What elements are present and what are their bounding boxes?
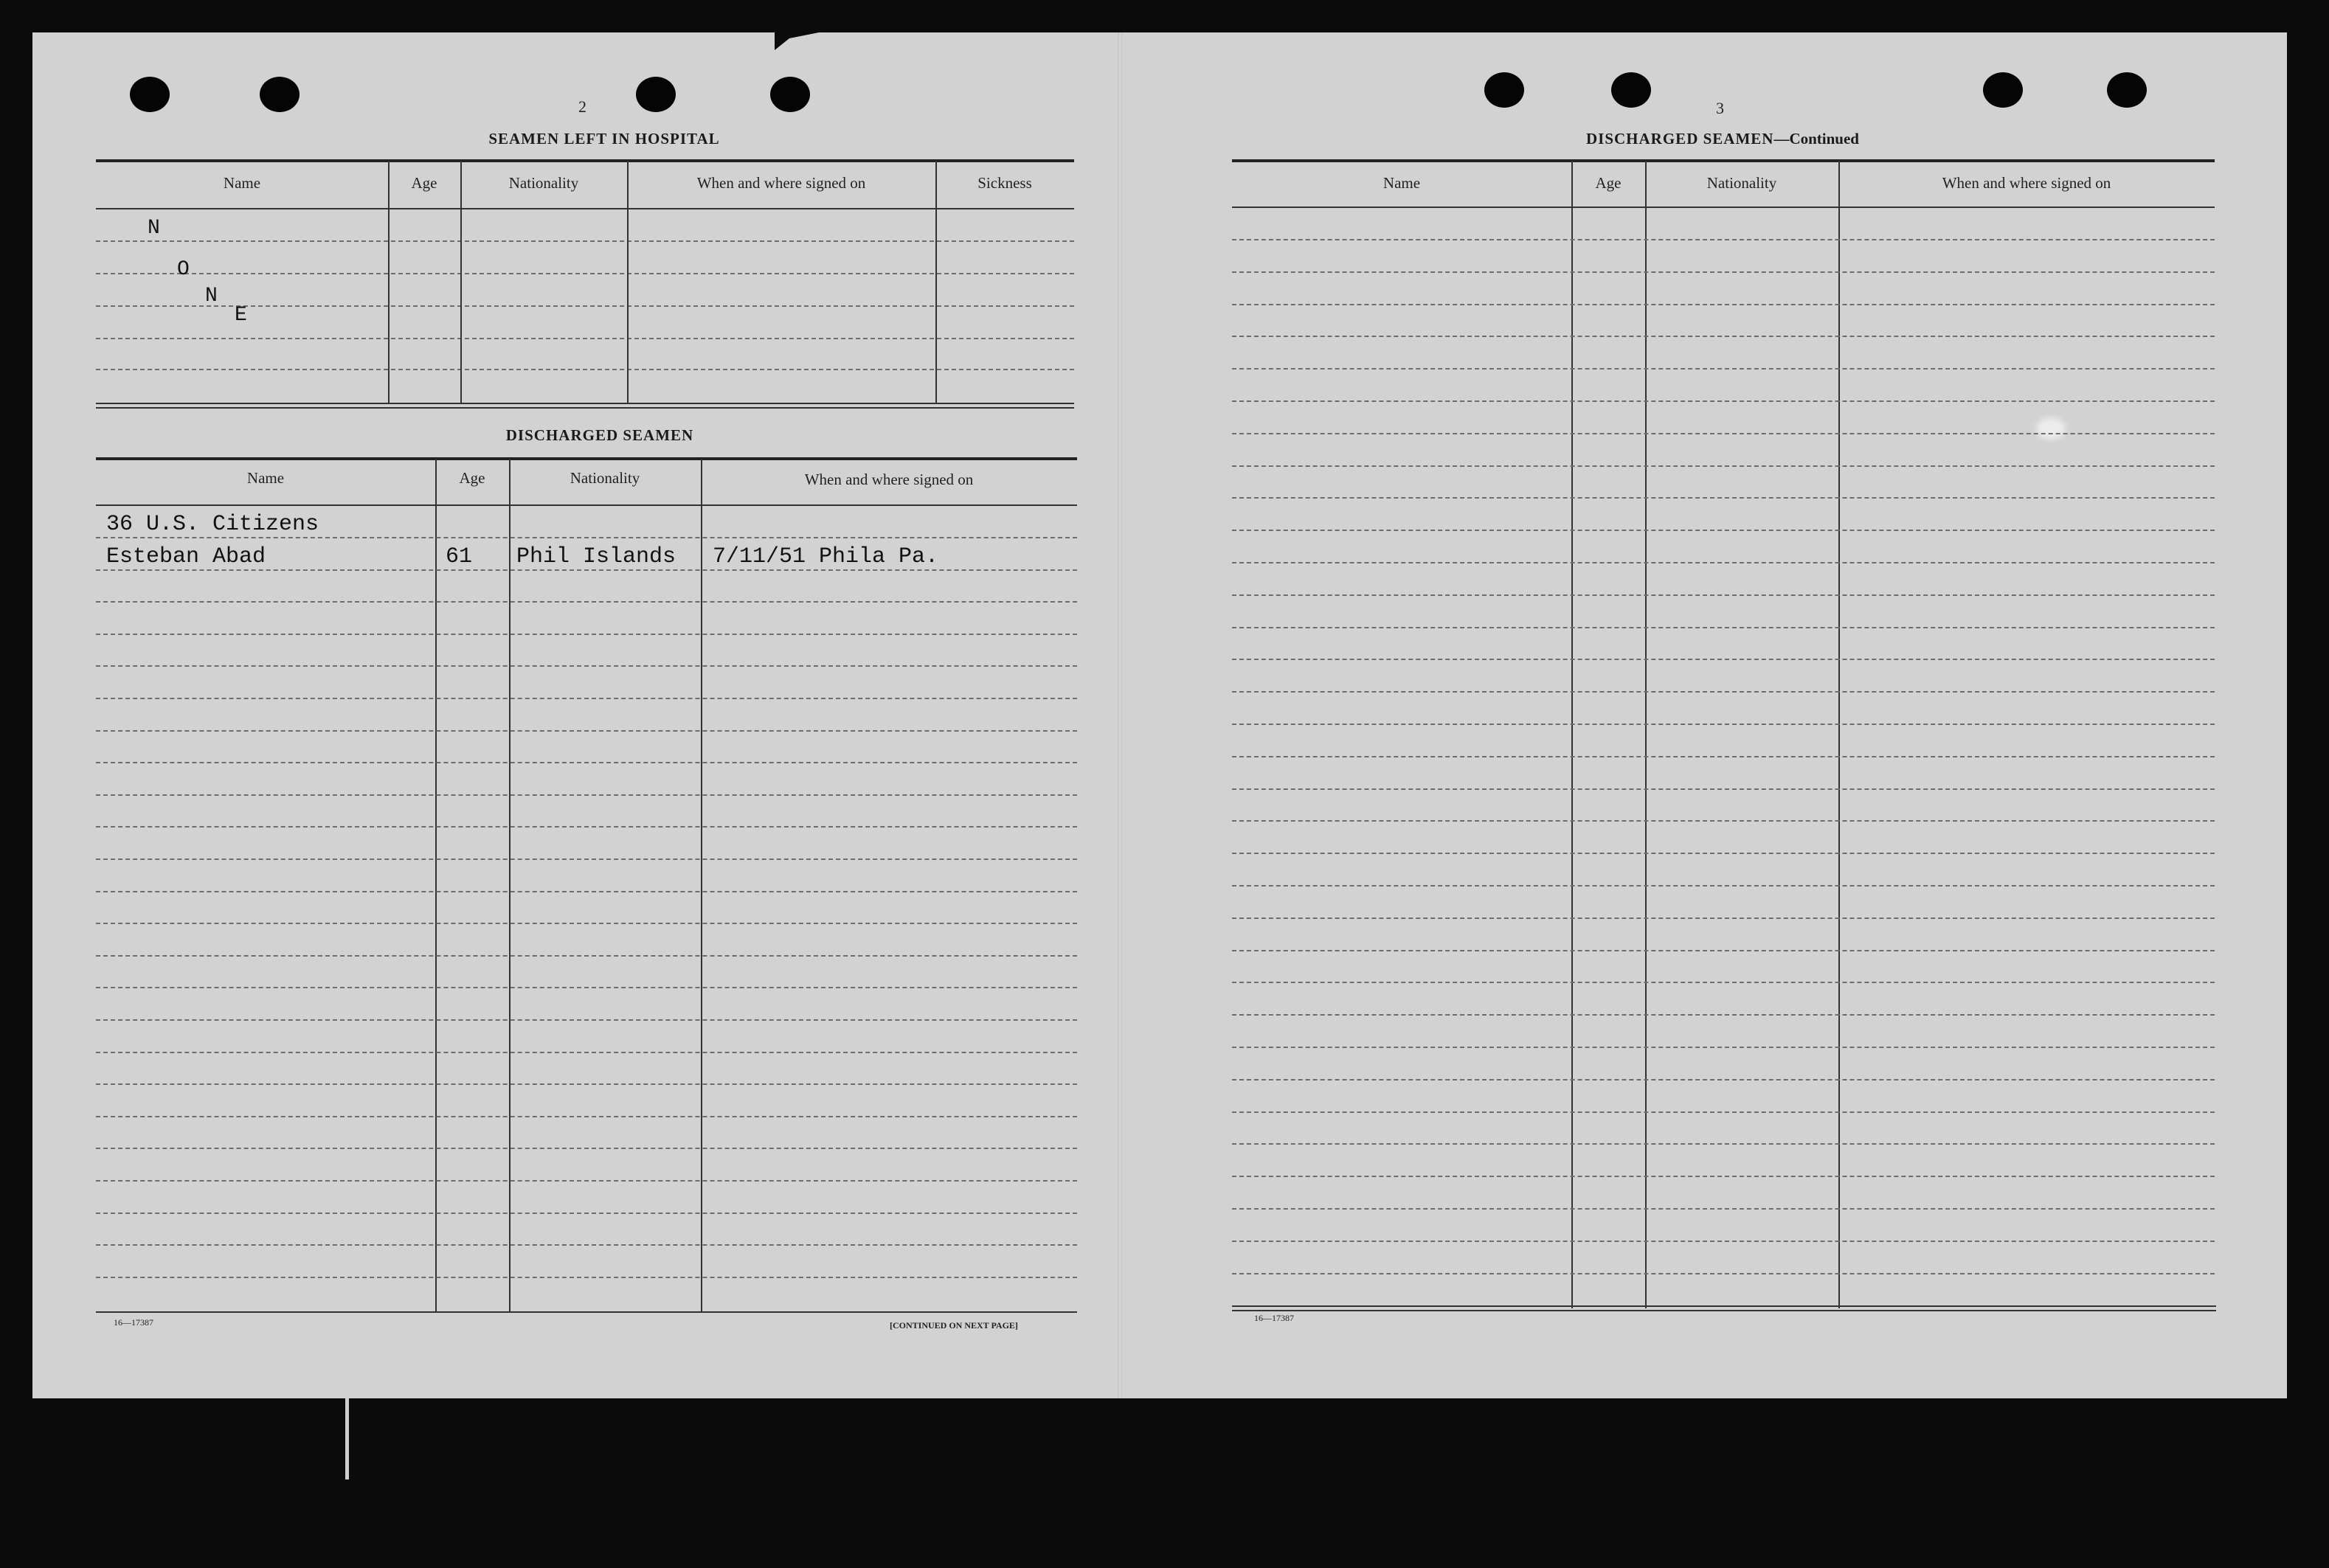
- row-line: [1232, 724, 2215, 725]
- table-rule: [96, 407, 1074, 409]
- row-line: [96, 1180, 1077, 1182]
- row-line: [1232, 1079, 2215, 1080]
- table-rule: [96, 504, 1077, 506]
- none-letter: O: [177, 258, 190, 281]
- column-header: Nationality: [508, 174, 579, 192]
- paper-strip: [345, 1398, 349, 1479]
- row-line: [1232, 562, 2215, 563]
- page-number: 3: [1716, 99, 1724, 117]
- row-line: [1232, 368, 2215, 370]
- punch-hole: [1484, 72, 1524, 108]
- column-header: Age: [411, 174, 437, 192]
- right-page-title: [1232, 130, 2213, 148]
- table-rule: [96, 208, 1074, 209]
- row-line: [96, 1244, 1077, 1246]
- table-rule: [1232, 1310, 2216, 1311]
- row-line: [96, 569, 1077, 571]
- column-line: [1571, 161, 1573, 1308]
- column-header: Name: [223, 174, 261, 192]
- row-line: [96, 273, 1074, 274]
- column-line: [1645, 161, 1647, 1308]
- column-line: [935, 161, 937, 404]
- title-main: DISCHARGED SEAMEN: [1586, 130, 1774, 148]
- table-rule: [96, 403, 1074, 404]
- row-line: [1232, 1176, 2215, 1177]
- table-rule: [96, 457, 1077, 460]
- row-line: [1232, 756, 2215, 757]
- none-letter: E: [235, 304, 247, 327]
- punch-hole: [130, 77, 170, 112]
- table-rule: [96, 1311, 1077, 1313]
- continued-note: [CONTINUED ON NEXT PAGE]: [890, 1320, 1018, 1331]
- row-line: [1232, 1047, 2215, 1048]
- row-line: [96, 338, 1074, 339]
- column-line: [627, 161, 629, 404]
- row-line: [1232, 1014, 2215, 1016]
- row-line: [96, 730, 1077, 732]
- row-line: [1232, 917, 2215, 919]
- punch-hole: [1611, 72, 1651, 108]
- row-line: [1232, 853, 2215, 854]
- row-line: [1232, 982, 2215, 983]
- column-header: Name: [246, 469, 285, 487]
- row-line: [96, 891, 1077, 892]
- row-line: [96, 1116, 1077, 1117]
- table-row-name: 36 U.S. Citizens: [106, 512, 319, 537]
- row-line: [1232, 400, 2215, 402]
- title-continued: —Continued: [1773, 130, 1859, 148]
- page-fold: [1118, 32, 1122, 1398]
- row-line: [1232, 530, 2215, 531]
- row-line: [1232, 1143, 2215, 1145]
- row-line: [96, 858, 1077, 860]
- row-line: [96, 1148, 1077, 1149]
- row-line: [96, 601, 1077, 603]
- column-header: When and where signed on: [1942, 174, 2111, 192]
- column-line: [701, 459, 702, 1313]
- form-number: 16—17387: [114, 1317, 153, 1328]
- row-line: [96, 794, 1077, 796]
- row-line: [1232, 1111, 2215, 1113]
- row-line: [96, 762, 1077, 763]
- none-letter: N: [148, 217, 160, 240]
- table-row-nationality: Phil Islands: [516, 544, 676, 569]
- column-header: Name: [1382, 174, 1421, 192]
- row-line: [96, 955, 1077, 957]
- row-line: [1232, 691, 2215, 693]
- page-number: 2: [578, 97, 586, 116]
- column-header: Age: [459, 469, 485, 487]
- column-line: [435, 459, 437, 1313]
- row-line: [96, 1213, 1077, 1214]
- row-line: [96, 826, 1077, 828]
- row-line: [96, 923, 1077, 924]
- punch-hole: [770, 77, 810, 112]
- row-line: [96, 665, 1077, 667]
- row-line: [1232, 627, 2215, 628]
- row-line: [1232, 1273, 2215, 1274]
- row-line: [96, 698, 1077, 699]
- table-row-name: Esteban Abad: [106, 544, 266, 569]
- column-header: Sickness: [977, 174, 1032, 192]
- column-header: When and where signed on: [804, 471, 974, 488]
- row-line: [1232, 465, 2215, 467]
- row-line: [1232, 594, 2215, 596]
- row-line: [96, 369, 1074, 370]
- row-line: [1232, 1241, 2215, 1242]
- row-line: [1232, 885, 2215, 887]
- row-line: [96, 1019, 1077, 1021]
- document-paper: [32, 32, 2287, 1398]
- discharged-section-title: DISCHARGED SEAMEN: [505, 426, 694, 444]
- column-header: Nationality: [570, 469, 640, 487]
- table-row-signed-on: 7/11/51 Phila Pa.: [713, 544, 939, 569]
- table-rule: [96, 159, 1074, 162]
- row-line: [1232, 271, 2215, 273]
- column-line: [460, 161, 462, 404]
- row-line: [1232, 950, 2215, 951]
- row-line: [1232, 788, 2215, 790]
- row-line: [1232, 433, 2215, 434]
- row-line: [96, 987, 1077, 988]
- row-line: [1232, 1208, 2215, 1210]
- none-letter: N: [205, 285, 218, 308]
- punch-hole: [260, 77, 300, 112]
- column-line: [509, 459, 511, 1313]
- row-line: [1232, 336, 2215, 337]
- row-line: [96, 240, 1074, 242]
- column-header: Nationality: [1706, 174, 1777, 192]
- row-line: [96, 1277, 1077, 1278]
- column-line: [1838, 161, 1840, 1308]
- row-line: [96, 537, 1077, 538]
- hospital-section-title: SEAMEN LEFT IN HOSPITAL: [488, 130, 720, 148]
- column-header: Age: [1595, 174, 1622, 192]
- row-line: [96, 1052, 1077, 1053]
- column-header: When and where signed on: [696, 174, 866, 192]
- row-line: [96, 634, 1077, 635]
- table-rule: [1232, 207, 2215, 208]
- row-line: [1232, 659, 2215, 660]
- row-line: [1232, 820, 2215, 822]
- punch-hole: [1983, 72, 2023, 108]
- row-line: [1232, 239, 2215, 240]
- punch-hole: [636, 77, 676, 112]
- row-line: [1232, 304, 2215, 305]
- table-rule: [1232, 159, 2215, 162]
- table-row-age: 61: [446, 544, 473, 569]
- row-line: [1232, 497, 2215, 499]
- paper-smudge: [2036, 417, 2066, 440]
- form-number: 16—17387: [1254, 1313, 1294, 1323]
- row-line: [96, 1083, 1077, 1085]
- punch-hole: [2107, 72, 2147, 108]
- table-rule: [1232, 1305, 2216, 1307]
- column-line: [388, 161, 390, 404]
